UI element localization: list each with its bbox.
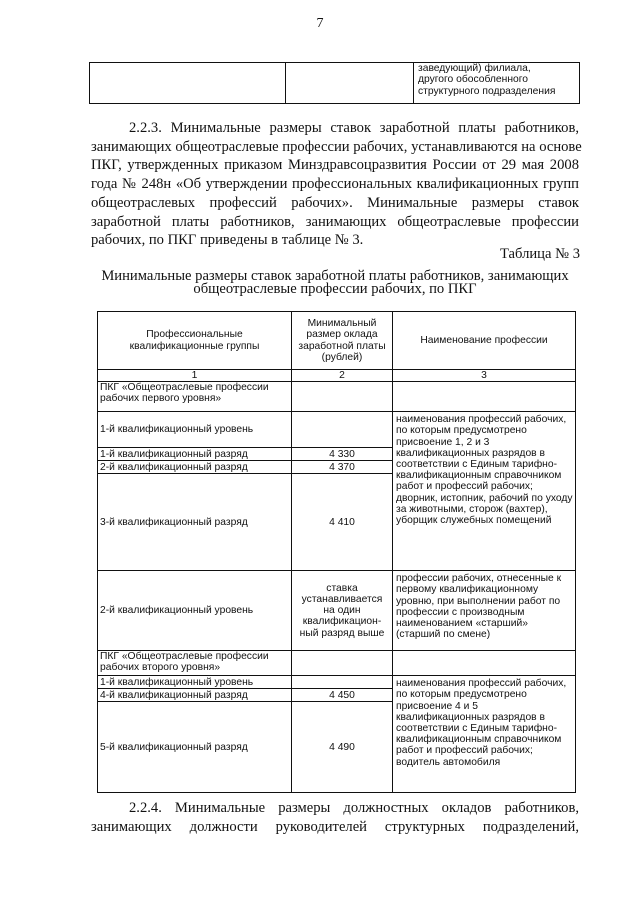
table-caption bbox=[92, 270, 578, 296]
pkg1-level1-salary bbox=[292, 412, 393, 448]
continued-table bbox=[89, 62, 580, 104]
continued-cell-empty-2 bbox=[286, 63, 414, 104]
pkg2-title-profession bbox=[393, 651, 576, 676]
pkg2-rank4: 4-й квалификационный разряд bbox=[98, 689, 292, 702]
para-224-line-2: занимающих должности руководителей структурных подразделений, bbox=[91, 818, 579, 835]
pkg1-level2: 2-й квалификационный уровень bbox=[98, 571, 292, 651]
pkg2-rank5-salary: 4 490 bbox=[292, 702, 393, 793]
pkg2-level1-professions: наименования профессий рабочих, по которым предусмотрено присвоение 4 и 5 квалификационных разрядов в соответствии с Единым тарифно-квалификационным справочником работ и профессий рабочих; водитель автомобиля bbox=[393, 676, 576, 793]
paragraph-2-2-4 bbox=[91, 799, 579, 836]
table-3 bbox=[97, 311, 576, 793]
para-223-line-4: года № 248н «Об утверждении профессиональных квалификационных групп bbox=[91, 176, 579, 193]
pkg2-level1-salary bbox=[292, 676, 393, 689]
pkg1-level1-professions: наименования профессий рабочих, по которым предусмотрено присвоение 1, 2 и 3 квалификационных разрядов в соответствии с Единым тарифно-квалификационным справочником работ и профессий рабочих; дворник, истопник, рабочий по уходу за животными, сторож (вахтер), уборщик служебных помещений bbox=[393, 412, 576, 571]
pkg1-level1: 1-й квалификационный уровень bbox=[98, 412, 292, 448]
pkg1-title-profession bbox=[393, 382, 576, 412]
pkg1-title: ПКГ «Общеотраслевые профессии рабочих первого уровня» bbox=[98, 382, 292, 412]
para-223-line-3: ПКГ, утвержденных приказом Минздравсоцразвития России от 29 мая 2008 bbox=[91, 157, 579, 174]
para-223-line-7: рабочих, по ПКГ приведены в таблице № 3. bbox=[91, 232, 364, 249]
pkg1-level2-professions: профессии рабочих, отнесенные к первому квалификационному уровню, при выполнении работ по профессии с производным наименованием «старший» (старший по смене) bbox=[393, 571, 576, 651]
pkg2-rank5: 5-й квалификационный разряд bbox=[98, 702, 292, 793]
continued-line-3: структурного подразделения bbox=[418, 85, 556, 97]
paragraph-2-2-3 bbox=[91, 119, 582, 250]
pkg1-level2-salary: ставка устанавливается на один квалификацион-ный разряд выше bbox=[292, 571, 393, 651]
header-pkg: Профессиональные квалификационные группы bbox=[98, 312, 292, 370]
continued-line-2: другого обособленного bbox=[418, 74, 529, 86]
pkg2-rank4-salary: 4 450 bbox=[292, 689, 393, 702]
col-number-2: 2 bbox=[292, 370, 393, 382]
col-number-3: 3 bbox=[393, 370, 576, 382]
continued-cell-profession bbox=[414, 63, 580, 104]
pkg1-rank2-salary: 4 370 bbox=[292, 461, 393, 474]
table-caption-line-1: Минимальные размеры ставок заработной платы работников, занимающих bbox=[101, 268, 569, 284]
table-caption-line-2: общеотраслевые профессии рабочих, по ПКГ bbox=[193, 281, 477, 297]
para-223-line-5: общеотраслевых профессий рабочих». Минимальные размеры ставок bbox=[91, 194, 579, 211]
pkg1-rank2: 2-й квалификационный разряд bbox=[98, 461, 292, 474]
header-min-salary: Минимальный размер оклада заработной платы (рублей) bbox=[292, 312, 393, 370]
pkg1-rank3: 3-й квалификационный разряд bbox=[98, 474, 292, 571]
pkg1-title-salary bbox=[292, 382, 393, 412]
pkg1-rank1: 1-й квалификационный разряд bbox=[98, 448, 292, 461]
page-number: 7 bbox=[316, 16, 324, 31]
continued-line-1: заведующий) филиала, bbox=[418, 63, 531, 74]
pkg2-title: ПКГ «Общеотраслевые профессии рабочих второго уровня» bbox=[98, 651, 292, 676]
para-223-line-2: занимающих общеотраслевые профессии рабочих, устанавливаются на основе bbox=[91, 138, 582, 155]
col-number-1: 1 bbox=[98, 370, 292, 382]
header-profession: Наименование профессии bbox=[393, 312, 576, 370]
para-223-line-6: заработной платы работников, занимающих общеотраслевые профессии bbox=[91, 213, 579, 230]
para-223-line-1: 2.2.3. Минимальные размеры ставок заработной платы работников, bbox=[129, 120, 579, 136]
pkg2-level1: 1-й квалификационный уровень bbox=[98, 676, 292, 689]
pkg2-title-salary bbox=[292, 651, 393, 676]
table-label: Таблица № 3 bbox=[500, 246, 580, 262]
continued-cell-empty-1 bbox=[90, 63, 286, 104]
pkg1-rank1-salary: 4 330 bbox=[292, 448, 393, 461]
para-224-line-1: 2.2.4. Минимальные размеры должностных окладов работников, bbox=[129, 800, 579, 816]
pkg1-rank3-salary: 4 410 bbox=[292, 474, 393, 571]
